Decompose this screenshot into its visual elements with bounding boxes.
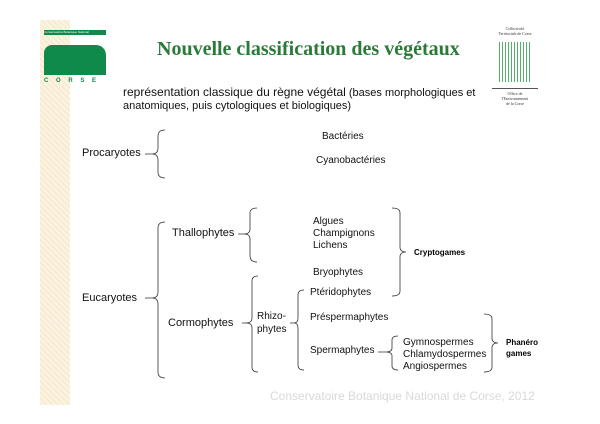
subtitle-detail: anatomiques, puis cytologiques et biologiques) bbox=[123, 100, 352, 112]
brace-phanerogames bbox=[484, 314, 498, 372]
node-spermaphytes: Spermaphytes bbox=[310, 345, 375, 356]
brace-thallophytes bbox=[238, 208, 257, 262]
brace-cryptogames bbox=[392, 208, 406, 296]
phanero-2: games bbox=[506, 349, 532, 358]
node-rhizophytes-1: Rhizo- bbox=[257, 311, 286, 322]
footer: Conservatoire Botanique National de Corse, 2012 bbox=[270, 389, 535, 403]
logo-right-text: Collectivité bbox=[505, 26, 525, 31]
logo-right-text: Territoriale de Corse bbox=[498, 31, 532, 36]
node-cormophytes: Cormophytes bbox=[168, 317, 234, 329]
node-bryophytes: Bryophytes bbox=[313, 267, 364, 278]
brace-procaryotes bbox=[145, 130, 165, 178]
node-thallophytes: Thallophytes bbox=[172, 227, 235, 239]
page-title: Nouvelle classification des végétaux bbox=[157, 38, 460, 60]
logo-left-bottom: C O R S E bbox=[44, 78, 100, 84]
brace-rhizophytes bbox=[290, 290, 304, 370]
node-prespermaphytes: Préspermaphytes bbox=[310, 312, 389, 323]
node-algues: Algues bbox=[313, 216, 344, 227]
node-chlamydospermes: Chlamydospermes bbox=[403, 349, 487, 360]
node-champignons: Champignons bbox=[313, 228, 375, 239]
subtitle-main: représentation classique du règne végétal bbox=[123, 85, 346, 99]
node-bacteries: Bactéries bbox=[322, 131, 364, 142]
logo-right-text: l'Environnement bbox=[501, 96, 529, 101]
logo-left-top: Conservatoire Botanique National bbox=[44, 30, 106, 35]
brace-eucaryotes bbox=[145, 222, 165, 378]
brace-cormophytes bbox=[242, 276, 258, 372]
brace-spermaphytes bbox=[378, 336, 398, 370]
subtitle-detail: (bases morphologiques et bbox=[345, 87, 476, 99]
node-rhizophytes-2: phytes bbox=[257, 324, 287, 335]
node-cryptogames: Cryptogames bbox=[414, 248, 466, 257]
node-eucaryotes: Eucaryotes bbox=[82, 292, 138, 304]
node-gymnospermes: Gymnospermes bbox=[403, 337, 474, 348]
logo-right-text: de la Corse bbox=[506, 101, 524, 106]
node-angiospermes: Angiospermes bbox=[403, 361, 467, 372]
node-pteridophytes: Ptéridophytes bbox=[310, 287, 372, 298]
phanero-1: Phanéro bbox=[506, 338, 539, 347]
node-cyanobacteries: Cyanobactéries bbox=[316, 155, 386, 166]
node-lichens: Lichens bbox=[313, 240, 348, 251]
node-procaryotes: Procaryotes bbox=[82, 147, 141, 159]
logo-right-text: Office de bbox=[507, 91, 523, 96]
node-phanerogames bbox=[506, 337, 538, 359]
